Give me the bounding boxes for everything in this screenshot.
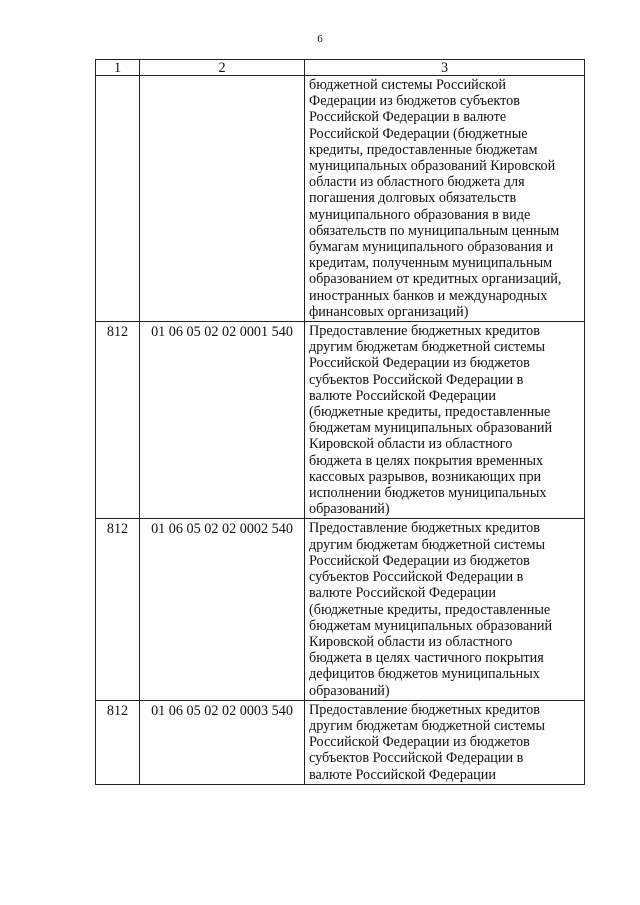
classification-code-cell: 01 06 05 02 02 0001 540: [140, 322, 305, 519]
description-line: бумагам муниципального образования и: [309, 239, 554, 256]
description-line: обязательств по муниципальным ценным: [309, 222, 560, 239]
description-line: бюджета в целях частичного покрытия: [309, 650, 544, 667]
description-cell: [305, 700, 585, 784]
description-line: исполнении бюджетов муниципальных: [309, 485, 547, 502]
description-line: кредитам, полученным муниципальным: [309, 255, 553, 272]
description-cell: [305, 519, 585, 700]
description-line: бюджетам муниципальных образований: [309, 617, 553, 634]
description-line: другим бюджетам бюджетной системы: [309, 536, 546, 553]
column-header-1: 1: [96, 60, 140, 76]
table-row: [96, 700, 585, 784]
column-header-3: 3: [305, 60, 585, 76]
page-number: 6: [317, 33, 323, 45]
description-line: финансовых организаций): [309, 303, 469, 320]
description-line: бюджета в целях покрытия временных: [309, 452, 544, 469]
description-line: области из областного бюджета для: [309, 174, 525, 191]
description-line: Российской Федерации из бюджетов: [309, 355, 530, 372]
description-line: образований): [309, 682, 390, 699]
table-row: [96, 76, 585, 322]
budget-sources-table: [95, 59, 585, 785]
description-line: дефицитов бюджетов муниципальных: [309, 666, 540, 683]
description-line: Федерации из бюджетов субъектов: [309, 93, 520, 110]
description-line: кассовых разрывов, возникающих при: [309, 468, 542, 485]
description-line: субъектов Российской Федерации в: [309, 750, 524, 767]
admin-code-cell: 812: [96, 322, 140, 519]
description-line: Предоставление бюджетных кредитов: [309, 323, 540, 340]
admin-code-cell: [96, 76, 140, 322]
description-line: Кировской области из областного: [309, 633, 513, 650]
description-line: погашения долговых обязательств: [309, 190, 517, 207]
description-line: бюджетной системы Российской: [309, 77, 506, 93]
table-row: [96, 519, 585, 700]
description-line: Российской Федерации из бюджетов: [309, 734, 530, 751]
classification-code-cell: 01 06 05 02 02 0002 540: [140, 519, 305, 700]
description-line: кредиты, предоставленные бюджетам: [309, 141, 538, 158]
description-cell: [305, 322, 585, 519]
classification-code-cell: [140, 76, 305, 322]
description-line: Кировской области из областного: [309, 436, 513, 453]
table-row: [96, 322, 585, 519]
description-line: иностранных банков и международных: [309, 287, 548, 304]
description-line: Российской Федерации (бюджетные: [309, 125, 528, 142]
description-line: муниципального образования в виде: [309, 206, 531, 223]
description-line: бюджетам муниципальных образований: [309, 420, 553, 437]
table-body: [96, 76, 585, 785]
admin-code-cell: 812: [96, 519, 140, 700]
description-line: субъектов Российской Федерации в: [309, 569, 524, 586]
description-line: валюте Российской Федерации: [309, 387, 496, 404]
description-line: (бюджетные кредиты, предоставленные: [309, 601, 551, 618]
description-line: Российской Федерации в валюте: [309, 109, 507, 126]
classification-code-cell: 01 06 05 02 02 0003 540: [140, 700, 305, 784]
description-line: другим бюджетам бюджетной системы: [309, 717, 546, 734]
description-line: Предоставление бюджетных кредитов: [309, 520, 540, 537]
description-cell: [305, 76, 585, 322]
description-line: субъектов Российской Федерации в: [309, 371, 524, 388]
admin-code-cell: 812: [96, 700, 140, 784]
description-line: образованием от кредитных организаций,: [309, 271, 562, 288]
description-line: образований): [309, 501, 390, 518]
description-line: валюте Российской Федерации: [309, 766, 496, 783]
description-line: Российской Федерации из бюджетов: [309, 552, 530, 569]
description-line: Предоставление бюджетных кредитов: [309, 701, 540, 718]
description-line: валюте Российской Федерации: [309, 585, 496, 602]
table-header-row: [96, 60, 585, 76]
description-line: другим бюджетам бюджетной системы: [309, 339, 546, 356]
column-header-2: 2: [140, 60, 305, 76]
description-line: муниципальных образований Кировской: [309, 158, 556, 175]
description-line: (бюджетные кредиты, предоставленные: [309, 404, 551, 421]
